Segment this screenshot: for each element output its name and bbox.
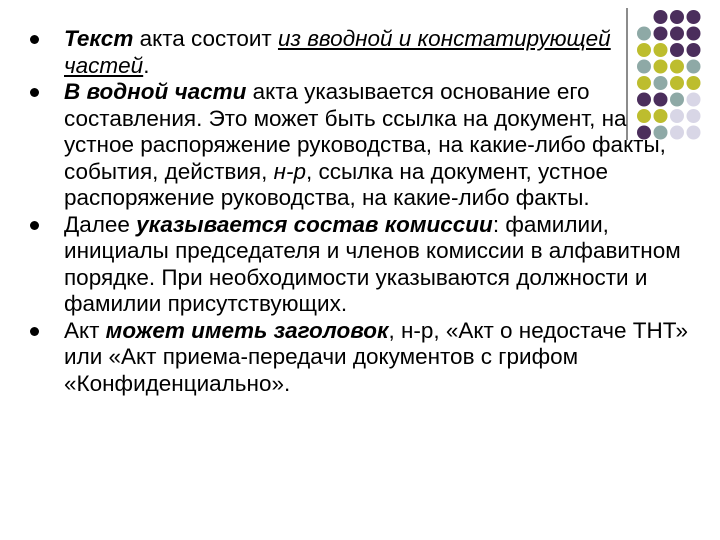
- bullet-text-segment: может иметь заголовок: [105, 317, 389, 343]
- bullet-item: [28, 26, 688, 79]
- decorative-dot: [654, 10, 668, 24]
- bullet-text-segment: указывается состав комиссии: [136, 211, 493, 237]
- bullet-text-segment: , ссылка на документ, устное распоряжение руководства, на какие-либо факты.: [64, 158, 609, 210]
- decorative-dot: [687, 93, 701, 107]
- bullet-text-segment: Далее: [64, 211, 137, 237]
- decorative-dot: [670, 10, 684, 24]
- bullet-text-segment: из вводной и констатирующей частей: [64, 26, 611, 78]
- decorative-dot: [687, 126, 701, 140]
- bullet-dot-icon: [30, 221, 39, 230]
- decorative-dot: [687, 109, 701, 123]
- bullet-text-segment: В водной части: [64, 79, 247, 104]
- bullet-text-segment: : фамилии, инициалы председателя и членов комиссии в алфавитном порядке. При необходимости указываются должности и фамилии присутствующих.: [64, 211, 681, 316]
- bullet-list: [28, 26, 688, 397]
- bullet-text-segment: н-р: [273, 158, 306, 184]
- bullet-text-segment: акта состоит: [133, 26, 278, 51]
- decorative-dot: [687, 43, 701, 57]
- bullet-dot-icon: [30, 88, 39, 97]
- bullet-text-segment: , н-р, «Акт о недостаче ТНТ» или «Акт приема-передачи документов с грифом «Конфиденциально».: [64, 317, 688, 396]
- bullet-item: [28, 212, 688, 318]
- bullet-dot-icon: [30, 327, 39, 336]
- bullet-text-segment: Текст: [64, 26, 134, 51]
- decorative-dot: [687, 10, 701, 24]
- bullet-text-segment: акта указывается основание его составления. Это может быть ссылка на документ, на устное распоряжение руководства, на какие-либо факты, события, действия,: [64, 79, 666, 184]
- decorative-dot: [687, 27, 701, 41]
- decorative-dot: [687, 76, 701, 90]
- bullet-text-segment: Акт: [64, 317, 106, 343]
- bullet-text-segment: .: [143, 52, 150, 78]
- bullet-dot-icon: [30, 35, 39, 44]
- decorative-dot: [687, 60, 701, 74]
- bullet-item: [28, 79, 688, 212]
- bullet-item: [28, 318, 688, 398]
